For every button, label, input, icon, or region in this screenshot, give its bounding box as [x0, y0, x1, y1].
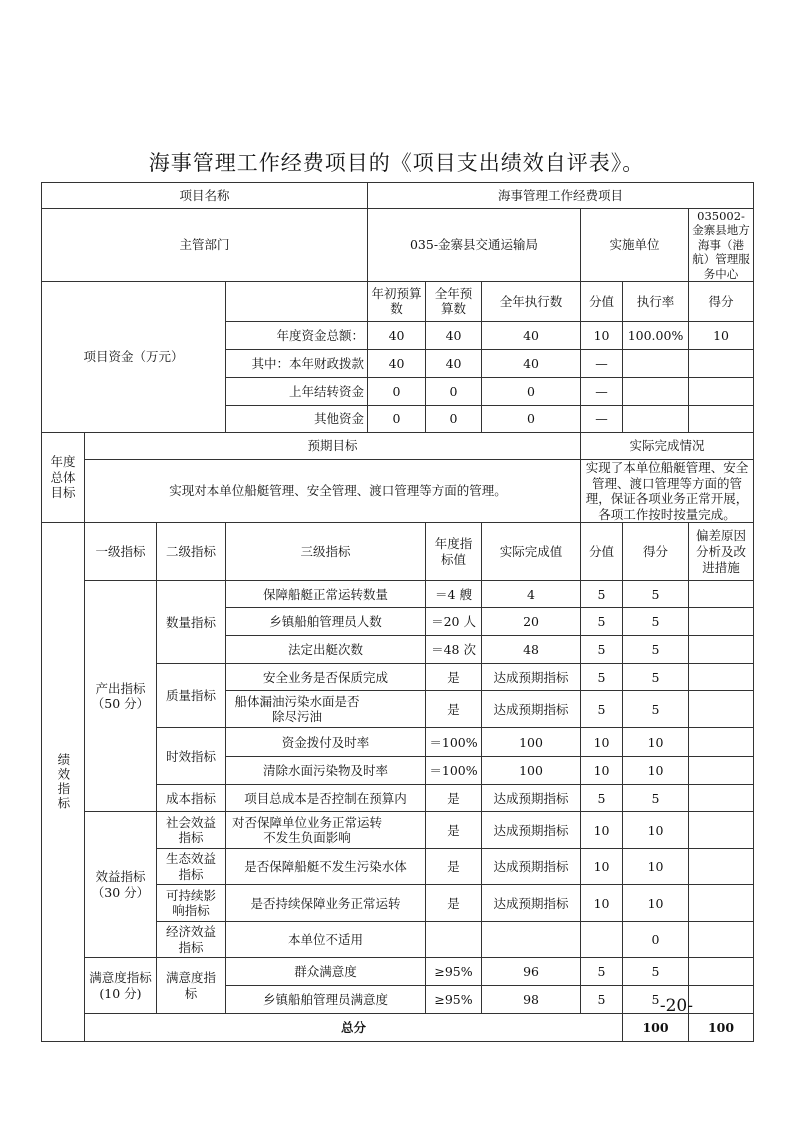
indicator-weight: 10 [581, 757, 623, 785]
actual-result-header: 实际完成情况 [581, 432, 754, 459]
indicator-note [689, 728, 754, 757]
funds-cell: 10 [581, 321, 623, 349]
indicator-name: 本单位不适用 [226, 922, 426, 958]
funds-header: 执行率 [623, 281, 689, 321]
funds-cell [623, 377, 689, 405]
funds-cell: — [581, 405, 623, 432]
department-label: 主管部门 [42, 209, 368, 282]
funds-cell [623, 405, 689, 432]
subgroup-timeliness: 时效指标 [157, 728, 226, 785]
indicator-actual: 98 [482, 986, 581, 1014]
indicator-score: 5 [623, 691, 689, 728]
funds-header: 得分 [689, 281, 754, 321]
indicator-name: 乡镇船舶管理员满意度 [226, 986, 426, 1014]
indicator-target: 是 [426, 691, 482, 728]
indicator-header: 分值 [581, 523, 623, 581]
indicator-actual: 达成预期指标 [482, 812, 581, 849]
subgroup-cost: 成本指标 [157, 785, 226, 812]
indicator-header: 一级指标 [85, 523, 157, 581]
indicator-note [689, 885, 754, 922]
indicator-header: 偏差原因分析及改进措施 [689, 523, 754, 581]
goals-header-row [42, 432, 754, 459]
indicator-actual: 4 [482, 581, 581, 608]
indicator-target: ＝20 人 [426, 608, 482, 636]
total-row [42, 1014, 754, 1042]
funds-cell: 40 [426, 349, 482, 377]
indicator-name: 资金拨付及时率 [226, 728, 426, 757]
performance-table [41, 182, 754, 1042]
funds-cell: 40 [368, 349, 426, 377]
indicator-score: 10 [623, 757, 689, 785]
indicator-weight: 5 [581, 958, 623, 986]
funds-label: 项目资金（万元） [42, 281, 226, 432]
funds-cell: — [581, 349, 623, 377]
indicator-note [689, 785, 754, 812]
indicator-score: 5 [623, 581, 689, 608]
indicator-name: 群众满意度 [226, 958, 426, 986]
subgroup-satisfaction: 满意度指标 [157, 958, 226, 1014]
funds-row-label: 其中：本年财政拨款 [226, 349, 368, 377]
indicator-header: 实际完成值 [482, 523, 581, 581]
indicator-weight [581, 922, 623, 958]
indicator-actual: 100 [482, 757, 581, 785]
indicator-weight: 5 [581, 636, 623, 664]
funds-cell: 10 [689, 321, 754, 349]
page-number: -20- [659, 996, 693, 1016]
funds-cell: — [581, 377, 623, 405]
subgroup-economic: 经济效益指标 [157, 922, 226, 958]
subgroup-social: 社会效益指标 [157, 812, 226, 849]
funds-row-label: 上年结转资金 [226, 377, 368, 405]
indicator-score: 10 [623, 728, 689, 757]
funds-cell: 0 [482, 377, 581, 405]
indicator-actual: 达成预期指标 [482, 691, 581, 728]
indicator-name: 是否持续保障业务正常运转 [226, 885, 426, 922]
implementer-value: 035002-金寨县地方海事（港航）管理服务中心 [689, 209, 754, 282]
funds-cell: 40 [482, 349, 581, 377]
indicator-name: 船体漏油污染水面是否除尽污油 [226, 691, 426, 728]
page-title: 海事管理工作经费项目的《项目支出绩效自评表》。 [148, 151, 645, 175]
indicator-row [42, 812, 754, 849]
indicator-name: 对否保障单位业务正常运转不发生负面影响 [226, 812, 426, 849]
indicator-note [689, 757, 754, 785]
indicator-target: ＝48 次 [426, 636, 482, 664]
indicator-target: ＝4 艘 [426, 581, 482, 608]
indicator-name: 保障船艇正常运转数量 [226, 581, 426, 608]
indicator-weight: 10 [581, 849, 623, 885]
indicator-note [689, 849, 754, 885]
indicator-weight: 10 [581, 885, 623, 922]
indicator-score: 5 [623, 608, 689, 636]
indicator-target [426, 922, 482, 958]
indicator-row [42, 958, 754, 986]
indicator-weight: 10 [581, 728, 623, 757]
indicators-section-label: 绩效指标 [42, 523, 85, 1042]
goals-content-row [42, 459, 754, 523]
indicator-name: 清除水面污染物及时率 [226, 757, 426, 785]
indicator-note [689, 812, 754, 849]
funds-header: 分值 [581, 281, 623, 321]
funds-cell: 100.00% [623, 321, 689, 349]
indicator-name: 乡镇船舶管理员人数 [226, 608, 426, 636]
indicator-weight: 10 [581, 812, 623, 849]
funds-cell: 40 [426, 321, 482, 349]
indicator-target: ＝100% [426, 757, 482, 785]
indicator-target: 是 [426, 812, 482, 849]
department-row [42, 209, 754, 282]
indicator-score: 5 [623, 958, 689, 986]
total-weight: 100 [623, 1014, 689, 1042]
goals-label: 年度总体目标 [42, 432, 85, 523]
project-name-label: 项目名称 [42, 183, 368, 209]
funds-header-row [42, 281, 754, 321]
indicator-note [689, 986, 754, 1014]
indicator-header: 三级指标 [226, 523, 426, 581]
indicator-note [689, 958, 754, 986]
funds-cell: 0 [426, 377, 482, 405]
subgroup-eco: 生态效益指标 [157, 849, 226, 885]
indicator-header: 得分 [623, 523, 689, 581]
indicators-header-row [42, 523, 754, 581]
funds-header: 年初预算数 [368, 281, 426, 321]
indicator-header: 二级指标 [157, 523, 226, 581]
indicator-weight: 5 [581, 691, 623, 728]
funds-cell: 0 [368, 377, 426, 405]
indicator-score: 10 [623, 849, 689, 885]
expected-goal-text: 实现对本单位船艇管理、安全管理、渡口管理等方面的管理。 [85, 459, 581, 523]
indicator-target: 是 [426, 885, 482, 922]
indicator-target: 是 [426, 785, 482, 812]
indicator-actual: 达成预期指标 [482, 664, 581, 691]
funds-cell [689, 349, 754, 377]
indicator-weight: 5 [581, 581, 623, 608]
project-name-row [42, 183, 754, 209]
indicator-score: 0 [623, 922, 689, 958]
indicator-score: 5 [623, 636, 689, 664]
actual-result-text: 实现了本单位船艇管理、安全管理、渡口管理等方面的管理，保证各项业务正常开展，各项工作按时按量完成。 [581, 459, 754, 523]
indicator-actual: 96 [482, 958, 581, 986]
indicator-score: 10 [623, 812, 689, 849]
indicator-note [689, 608, 754, 636]
indicator-actual: 达成预期指标 [482, 885, 581, 922]
indicator-weight: 5 [581, 664, 623, 691]
indicator-name: 安全业务是否保质完成 [226, 664, 426, 691]
indicator-target: 是 [426, 664, 482, 691]
indicator-target: ≥95% [426, 958, 482, 986]
indicator-weight: 5 [581, 986, 623, 1014]
indicator-actual: 100 [482, 728, 581, 757]
funds-cell: 40 [482, 321, 581, 349]
indicator-actual: 48 [482, 636, 581, 664]
project-name-value: 海事管理工作经费项目 [368, 183, 754, 209]
indicator-score: 5 [623, 986, 689, 1014]
indicator-score: 5 [623, 785, 689, 812]
funds-cell [689, 377, 754, 405]
indicator-weight: 5 [581, 785, 623, 812]
subgroup-quantity: 数量指标 [157, 581, 226, 664]
indicator-name: 法定出艇次数 [226, 636, 426, 664]
indicator-name: 项目总成本是否控制在预算内 [226, 785, 426, 812]
total-label: 总分 [85, 1014, 623, 1042]
indicator-note [689, 691, 754, 728]
indicator-row [42, 581, 754, 608]
funds-row-label: 其他资金 [226, 405, 368, 432]
funds-header: 全年执行数 [482, 281, 581, 321]
total-score: 100 [689, 1014, 754, 1042]
indicator-header: 年度指标值 [426, 523, 482, 581]
subgroup-sustain: 可持续影响指标 [157, 885, 226, 922]
funds-row-label: 年度资金总额： [226, 321, 368, 349]
indicator-note [689, 581, 754, 608]
group-output: 产出指标（50 分） [85, 581, 157, 812]
indicator-name: 是否保障船艇不发生污染水体 [226, 849, 426, 885]
indicator-actual: 达成预期指标 [482, 849, 581, 885]
indicator-target: ＝100% [426, 728, 482, 757]
group-satisfaction: 满意度指标(10 分) [85, 958, 157, 1014]
indicator-note [689, 636, 754, 664]
indicator-weight: 5 [581, 608, 623, 636]
indicator-note [689, 922, 754, 958]
indicator-actual: 达成预期指标 [482, 785, 581, 812]
indicator-target: ≥95% [426, 986, 482, 1014]
funds-cell: 40 [368, 321, 426, 349]
department-value: 035-金寨县交通运输局 [368, 209, 581, 282]
group-benefit: 效益指标（30 分） [85, 812, 157, 958]
subgroup-quality: 质量指标 [157, 664, 226, 728]
funds-cell [689, 405, 754, 432]
indicator-actual: 20 [482, 608, 581, 636]
implementer-label: 实施单位 [581, 209, 689, 282]
indicator-actual [482, 922, 581, 958]
indicator-target: 是 [426, 849, 482, 885]
funds-cell: 0 [368, 405, 426, 432]
funds-header: 全年预算数 [426, 281, 482, 321]
indicator-score: 10 [623, 885, 689, 922]
funds-cell: 0 [426, 405, 482, 432]
expected-goal-header: 预期目标 [85, 432, 581, 459]
funds-cell: 0 [482, 405, 581, 432]
funds-cell [623, 349, 689, 377]
indicator-note [689, 664, 754, 691]
indicator-score: 5 [623, 664, 689, 691]
